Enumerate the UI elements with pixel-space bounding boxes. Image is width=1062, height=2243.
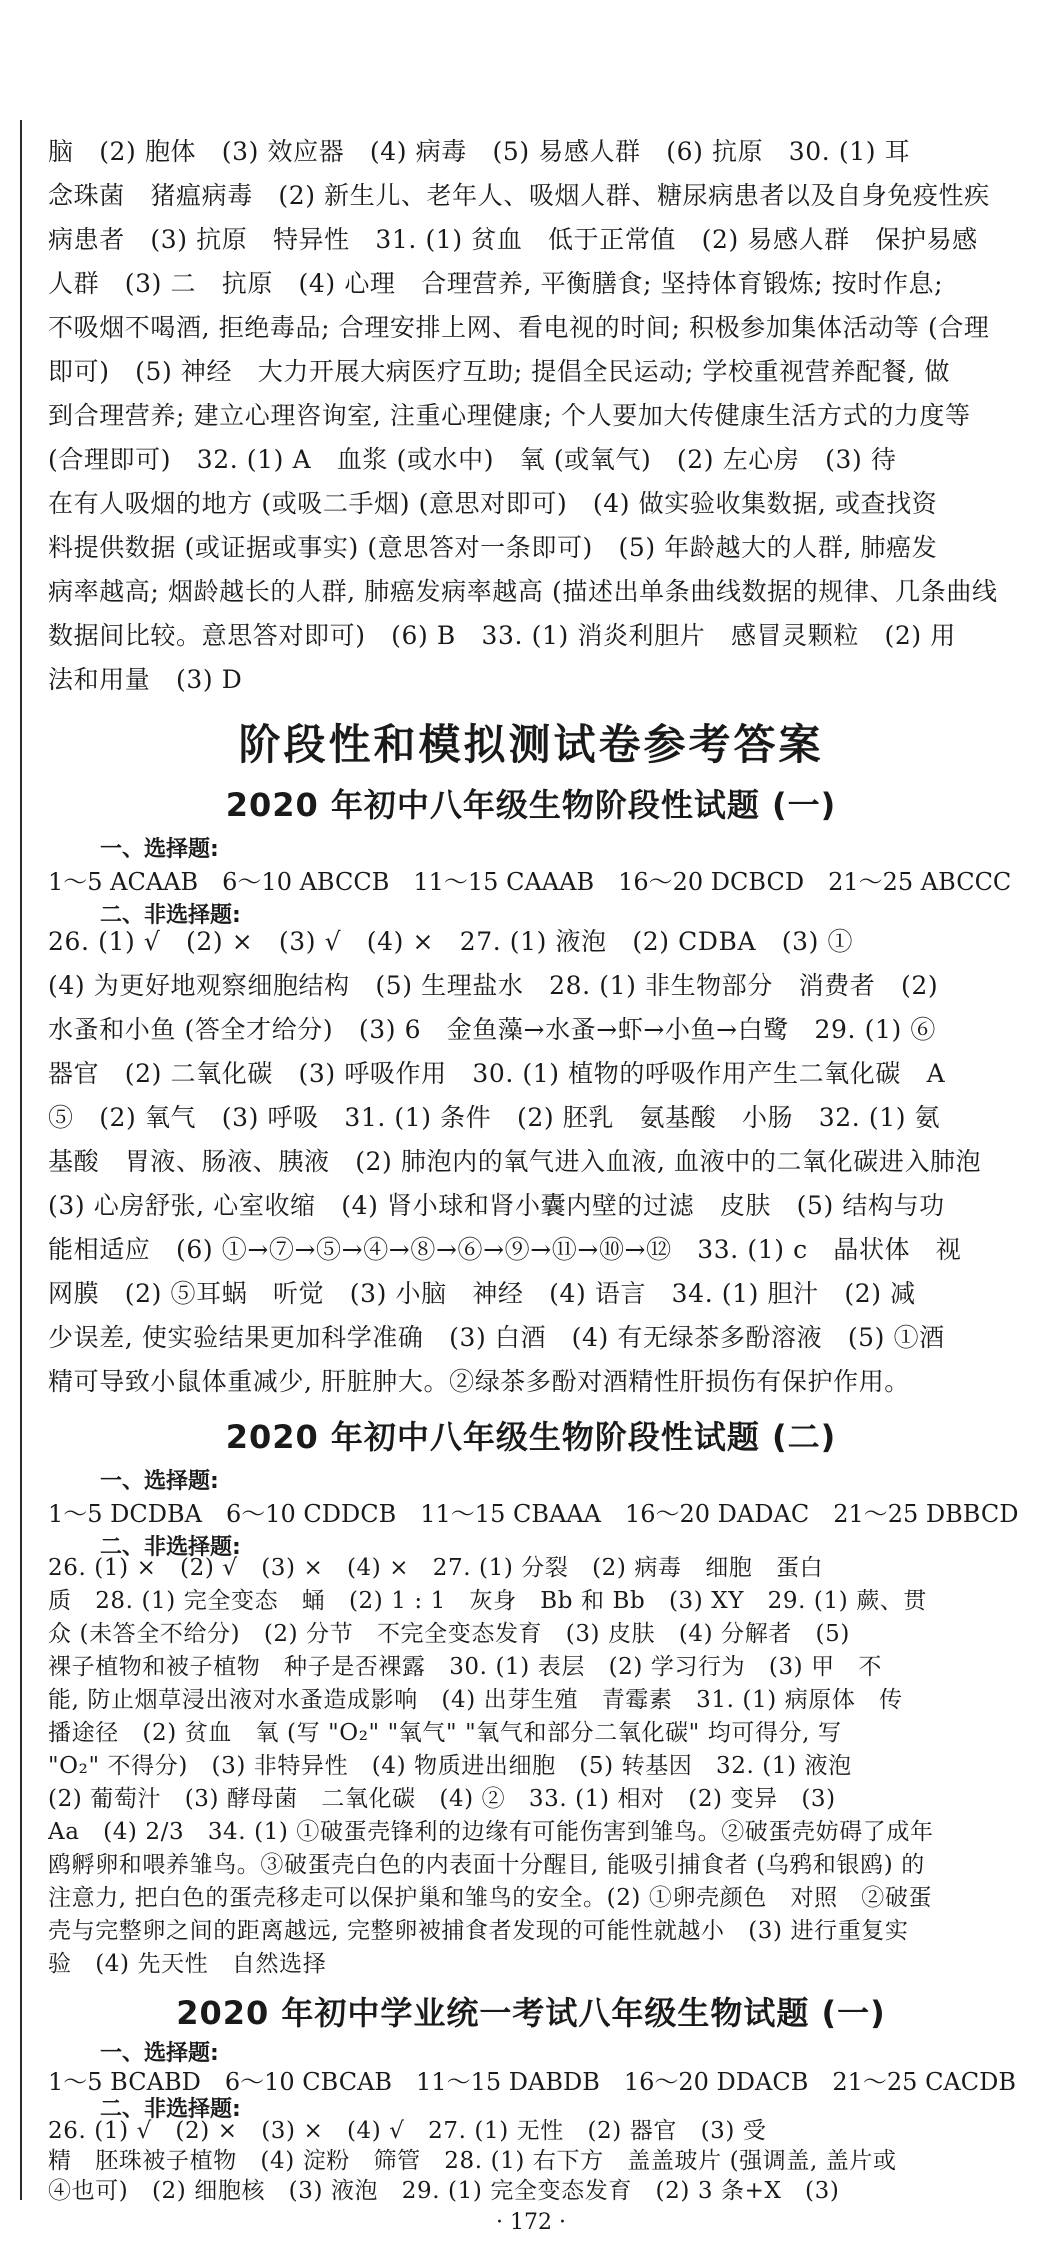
text-line: 精 胚珠被子植物 (4) 淀粉 筛管 28. (1) 右下方 盖盖玻片 (强调盖, 盖片或 — [48, 2148, 897, 2174]
text-line: 网膜 (2) ⑤耳蜗 听觉 (3) 小脑 神经 (4) 语言 34. (1) 胆汁 (2) 减 — [48, 1279, 916, 1308]
text-line: 不吸烟不喝酒, 拒绝毒品; 合理安排上网、看电视的时间; 积极参加集体活动等 (合理 — [48, 313, 990, 342]
text-line: 水蚤和小鱼 (答全才给分) (3) 6 金鱼藻→水蚤→虾→小鱼→白鹭 29. (1) ⑥ — [48, 1015, 936, 1044]
text-line: (合理即可) 32. (1) A 血浆 (或水中) 氧 (或氧气) (2) 左心房 (3) 待 — [48, 445, 897, 474]
text-line: 裸子植物和被子植物 种子是否裸露 30. (1) 表层 (2) 学习行为 (3) 甲 不 — [48, 1654, 882, 1680]
text-line: 病患者 (3) 抗原 特异性 31. (1) 贫血 低于正常值 (2) 易感人群 保护易感 — [48, 225, 978, 254]
text-line: "O₂" 不得分) (3) 非特异性 (4) 物质进出细胞 (5) 转基因 32. (1) 液泡 — [48, 1753, 852, 1779]
text-line: Aa (4) 2/3 34. (1) ①破蛋壳锋利的边缘有可能伤害到雏鸟。②破蛋壳妨碍了成年 — [48, 1819, 934, 1845]
text-line: 数据间比较。意思答对即可) (6) B 33. (1) 消炎利胆片 感冒灵颗粒 (2) 用 — [48, 621, 956, 650]
nonchoice-heading: 二、非选择题: — [100, 903, 241, 928]
text-line: 器官 (2) 二氧化碳 (3) 呼吸作用 30. (1) 植物的呼吸作用产生二氧化碳 A — [48, 1059, 946, 1088]
text-line: 基酸 胃液、肠液、胰液 (2) 肺泡内的氧气进入血液, 血液中的二氧化碳进入肺泡 — [48, 1147, 982, 1176]
text-line: 26. (1) √ (2) × (3) × (4) √ 27. (1) 无性 (2) 器官 (3) 受 — [48, 2118, 767, 2144]
text-line: 26. (1) √ (2) × (3) √ (4) × 27. (1) 液泡 (2) CDBA (3) ① — [48, 927, 854, 956]
page-number: · 172 · — [496, 2210, 566, 2235]
choice-answers: 1～5 ACAAB 6～10 ABCCB 11～15 CAAAB 16～20 DCBCD 21～25 ABCCC — [48, 868, 1012, 896]
text-line: (3) 心房舒张, 心室收缩 (4) 肾小球和肾小囊内壁的过滤 皮肤 (5) 结构与功 — [48, 1191, 945, 1220]
section-title: 2020 年初中学业统一考试八年级生物试题 (一) — [176, 1994, 886, 2032]
choice-heading: 一、选择题: — [100, 837, 219, 862]
text-line: 注意力, 把白色的蛋壳移走可以保护巢和雏鸟的安全。(2) ①卵壳颜色 对照 ②破蛋 — [48, 1885, 933, 1911]
choice-heading: 一、选择题: — [100, 1469, 219, 1494]
text-line: 到合理营养; 建立心理咨询室, 注重心理健康; 个人要加大传健康生活方式的力度等 — [48, 401, 971, 430]
choice-heading: 一、选择题: — [100, 2041, 219, 2066]
text-line: 法和用量 (3) D — [48, 665, 243, 694]
text-line: 少误差, 使实验结果更加科学准确 (3) 白酒 (4) 有无绿茶多酚溶液 (5) ①酒 — [48, 1323, 945, 1352]
left-margin-rule — [20, 120, 22, 2200]
choice-answers: 1～5 DCDBA 6～10 CDDCB 11～15 CBAAA 16～20 DADAC 21～25 DBBCD — [48, 1500, 1019, 1528]
text-line: 能相适应 (6) ①→⑦→⑤→④→⑧→⑥→⑨→⑪→⑩→⑫ 33. (1) c 晶状体 视 — [48, 1235, 962, 1264]
choice-answers: 1～5 BCABD 6～10 CBCAB 11～15 DABDB 16～20 DDACB 21～25 CACDB — [48, 2068, 1017, 2096]
section-title: 2020 年初中八年级生物阶段性试题 (一) — [225, 786, 837, 824]
text-line: 料提供数据 (或证据或事实) (意思答对一条即可) (5) 年龄越大的人群, 肺癌发 — [48, 533, 938, 562]
text-line: 病率越高; 烟龄越长的人群, 肺癌发病率越高 (描述出单条曲线数据的规律、几条曲线 — [48, 577, 998, 606]
text-line: ④也可) (2) 细胞核 (3) 液泡 29. (1) 完全变态发育 (2) 3 条+X (3) — [48, 2178, 840, 2204]
text-line: 壳与完整卵之间的距离越远, 完整卵被捕食者发现的可能性就越小 (3) 进行重复实 — [48, 1918, 909, 1944]
nonchoice-heading: 二、非选择题: — [100, 1535, 241, 1560]
text-line: 质 28. (1) 完全变态 蛹 (2) 1 : 1 灰身 Bb 和 Bb (3) XY 29. (1) 蕨、贯 — [48, 1588, 928, 1614]
text-line: (4) 为更好地观察细胞结构 (5) 生理盐水 28. (1) 非生物部分 消费者 (2) — [48, 971, 939, 1000]
text-line: 播途径 (2) 贫血 氧 (写 "O₂" "氧气" "氧气和部分二氧化碳" 均可得分, 写 — [48, 1720, 842, 1746]
text-line: 脑 (2) 胞体 (3) 效应器 (4) 病毒 (5) 易感人群 (6) 抗原 30. (1) 耳 — [48, 137, 911, 166]
nonchoice-heading: 二、非选择题: — [100, 2097, 241, 2122]
text-line: 鸥孵卵和喂养雏鸟。③破蛋壳白色的内表面十分醒目, 能吸引捕食者 (乌鸦和银鸥) 的 — [48, 1852, 925, 1878]
text-line: 人群 (3) 二 抗原 (4) 心理 合理营养, 平衡膳食; 坚持体育锻炼; 按时作息; — [48, 269, 944, 298]
text-line: 念珠菌 猪瘟病毒 (2) 新生儿、老年人、吸烟人群、糖尿病患者以及自身免疫性疾 — [48, 181, 990, 210]
text-line: (2) 葡萄汁 (3) 酵母菌 二氧化碳 (4) ② 33. (1) 相对 (2) 变异 (3) — [48, 1786, 836, 1812]
text-line: 精可导致小鼠体重减少, 肝脏肿大。②绿茶多酚对酒精性肝损伤有保护作用。 — [48, 1367, 910, 1396]
section-title: 2020 年初中八年级生物阶段性试题 (二) — [225, 1418, 837, 1456]
text-line: 能, 防止烟草浸出液对水蚤造成影响 (4) 出芽生殖 青霉素 31. (1) 病原体 传 — [48, 1687, 903, 1713]
text-line: ⑤ (2) 氧气 (3) 呼吸 31. (1) 条件 (2) 胚乳 氨基酸 小肠 32. (1) 氨 — [48, 1103, 941, 1132]
text-line: 验 (4) 先天性 自然选择 — [48, 1951, 327, 1977]
text-line: 即可) (5) 神经 大力开展大病医疗互助; 提倡全民运动; 学校重视营养配餐, 做 — [48, 357, 950, 386]
text-line: 在有人吸烟的地方 (或吸二手烟) (意思对即可) (4) 做实验收集数据, 或查找资 — [48, 489, 938, 518]
main-title: 阶段性和模拟测试卷参考答案 — [238, 720, 824, 769]
text-line: 众 (未答全不给分) (2) 分节 不完全变态发育 (3) 皮肤 (4) 分解者 (5) — [48, 1621, 850, 1647]
text-line: 26. (1) × (2) √ (3) × (4) × 27. (1) 分裂 (2) 病毒 细胞 蛋白 — [48, 1555, 824, 1581]
